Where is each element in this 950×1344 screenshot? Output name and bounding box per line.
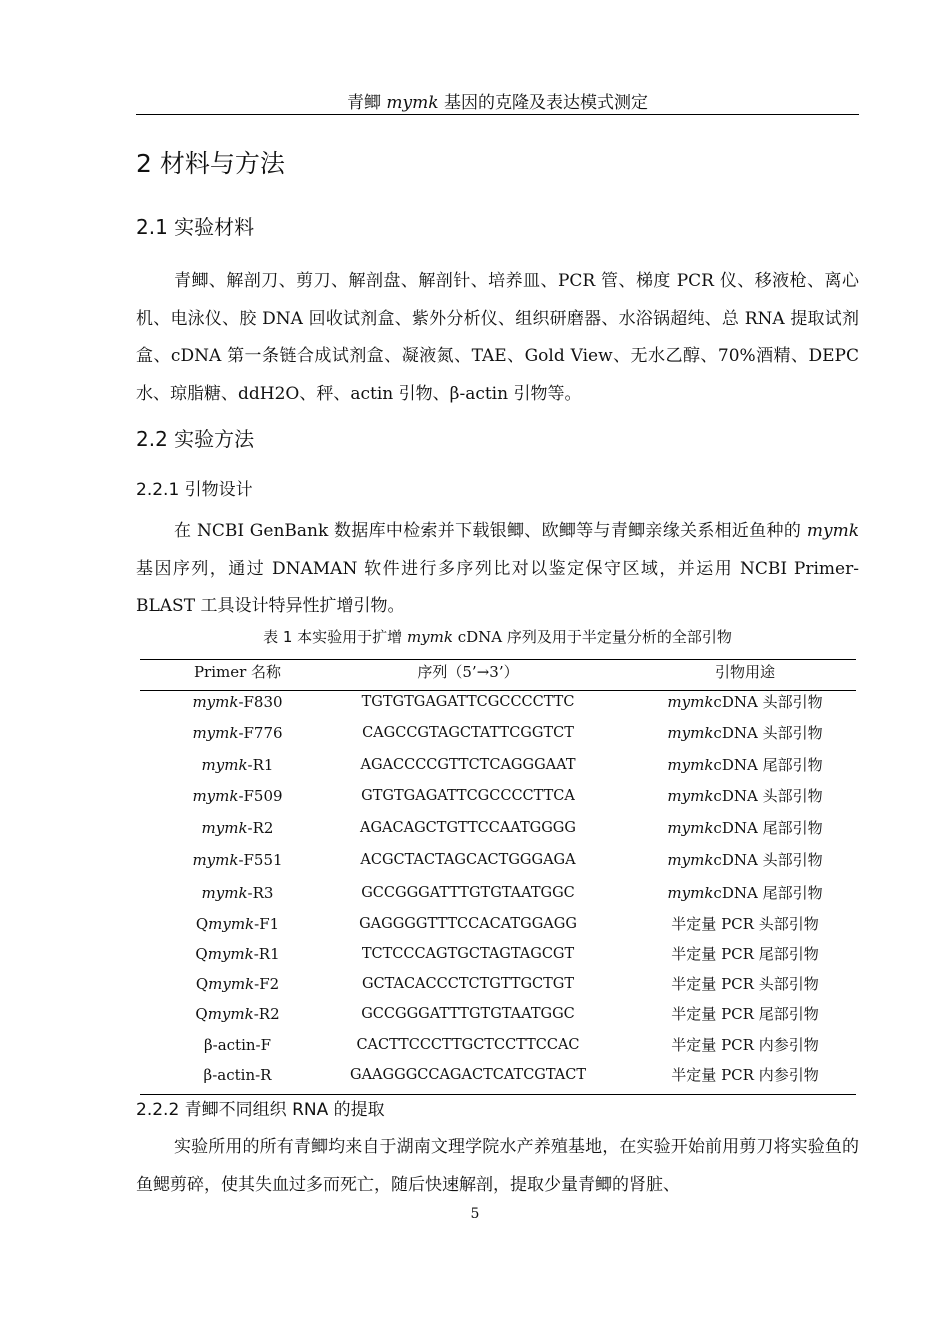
primer-name-gene: mymk: [192, 693, 239, 711]
primer-name-cell: [140, 1035, 335, 1055]
primer-sequence-cell: AGACAGCTGTTCCAATGGGG: [360, 820, 576, 836]
primer-design-heading: 2.2.1 引物设计: [136, 480, 253, 500]
section-title: 2 材料与方法: [136, 149, 285, 178]
primer-use-gene: mymk: [667, 724, 714, 742]
primer-design-text-a: 在 NCBI GenBank 数据库中检索并下载银鲫、欧鲫等与青鲫亲缘关系相近鱼种的: [174, 521, 807, 541]
primer-name-prefix: Q: [195, 1005, 208, 1023]
primer-use-cell: [620, 883, 870, 903]
primer-name-gene: mymk: [201, 756, 248, 774]
primer-use-text: cDNA 头部引物: [713, 693, 823, 711]
primer-sequence-cell: GCCGGGATTTGTGTAATGGC: [361, 1006, 575, 1022]
primer-name-cell: [140, 914, 335, 934]
primer-name-suffix: -R2: [247, 819, 274, 837]
primer-use-gene: mymk: [667, 884, 714, 902]
primer-name-suffix: -F2: [254, 975, 280, 993]
primer-name-cell: [140, 692, 335, 712]
primer-name-cell: [140, 818, 335, 838]
primer-sequence-cell: AGACCCCGTTCTCAGGGAAT: [360, 757, 576, 773]
primer-sequence-cell: GCTACACCCTCTGTTGCTGT: [361, 976, 575, 992]
primer-sequence-cell: GCCGGGATTTGTGTAATGGC: [361, 885, 575, 901]
table-caption-prefix: 表 1 本实验用于扩增: [263, 628, 407, 646]
primer-use-text: cDNA 头部引物: [713, 851, 823, 869]
primer-use-gene: mymk: [667, 693, 714, 711]
primer-name-prefix: β-actin-F: [203, 1036, 272, 1054]
primer-use-text: cDNA 尾部引物: [713, 756, 823, 774]
primer-name-suffix: -F776: [238, 724, 283, 742]
primer-name-suffix: -R2: [253, 1005, 280, 1023]
primer-name-suffix: -R1: [253, 945, 280, 963]
primer-name-cell: [140, 1004, 335, 1024]
primer-name-suffix: -F1: [254, 915, 280, 933]
primer-sequence-cell: CAGCCGTAGCTATTCGGTCT: [362, 725, 574, 741]
primer-name-cell: [140, 723, 335, 743]
primer-name-gene: mymk: [208, 915, 255, 933]
primer-use-text: cDNA 头部引物: [713, 787, 823, 805]
rna-extraction-paragraph: 实验所用的所有青鲫均来自于湖南文理学院水产养殖基地，在实验开始前用剪刀将实验鱼的鱼鳃剪碎，使其失血过多而死亡，随后快速解剖，提取少量青鲫的肾脏、: [136, 1137, 859, 1195]
methods-heading: 2.2 实验方法: [136, 427, 255, 451]
primer-use-cell: [620, 692, 870, 712]
primer-name-suffix: -R3: [247, 884, 274, 902]
primer-name-suffix: -F830: [238, 693, 283, 711]
primer-use-cell: [620, 786, 870, 806]
primer-name-prefix: Q: [195, 915, 209, 933]
primer-name-gene: mymk: [201, 884, 248, 902]
table-caption-gene: mymk: [406, 628, 453, 646]
primer-sequence-cell: GAAGGGCCAGACTCATCGTACT: [350, 1067, 586, 1083]
primer-use-cell: [620, 914, 870, 934]
primer-name-cell: [140, 883, 335, 903]
table-top-rule: [140, 659, 856, 660]
table-bottom-rule: [140, 1094, 856, 1095]
primer-use-gene: mymk: [667, 787, 714, 805]
primer-design-text-b: 基因序列，通过 DNAMAN 软件进行多序列比对以鉴定保守区域，并运用 NCBI Primer-BLAST 工具设计特异性扩增引物。: [136, 558, 859, 616]
primer-name-cell: [140, 755, 335, 775]
primer-sequence-cell: TCTCCCAGTGCTAGTAGCGT: [361, 946, 575, 962]
primer-name-gene: mymk: [207, 1005, 254, 1023]
primer-use-text: 半定量 PCR 尾部引物: [671, 1005, 819, 1023]
primer-name-prefix: Q: [195, 945, 208, 963]
primer-name-cell: [140, 786, 335, 806]
primer-name-gene: mymk: [207, 945, 254, 963]
primer-use-gene: mymk: [667, 756, 714, 774]
table-header-name: Primer 名称: [193, 663, 282, 681]
primer-name-suffix: -R1: [247, 756, 274, 774]
primer-use-text: cDNA 头部引物: [713, 724, 823, 742]
header-gene-name: mymk: [386, 93, 439, 113]
primer-name-gene: mymk: [208, 975, 255, 993]
primer-use-text: cDNA 尾部引物: [713, 819, 823, 837]
primer-sequence-cell: GTGTGAGATTCGCCCCTTCA: [361, 788, 575, 804]
primer-name-gene: mymk: [192, 787, 239, 805]
primer-use-cell: [620, 1035, 870, 1055]
primer-name-prefix: β-actin-R: [203, 1066, 272, 1084]
primer-design-gene: mymk: [806, 521, 859, 541]
primer-design-paragraph: [136, 513, 859, 626]
primer-use-gene: mymk: [667, 819, 714, 837]
primer-name-cell: [140, 944, 335, 964]
table-caption-suffix: 序列及用于半定量分析的全部引物: [506, 628, 732, 646]
primer-use-cell: [620, 1004, 870, 1024]
primer-use-text: 半定量 PCR 内参引物: [671, 1066, 819, 1084]
primer-use-cell: [620, 755, 870, 775]
primer-use-cell: [620, 850, 870, 870]
primer-name-cell: [140, 974, 335, 994]
table-header-use: 引物用途: [714, 663, 775, 681]
page-number: 5: [470, 1206, 480, 1222]
table-header-sequence: 序列（5’→3’）: [417, 663, 519, 681]
primer-use-cell: [620, 1065, 870, 1085]
table-caption-cdna: cDNA: [452, 628, 507, 646]
primer-use-text: 半定量 PCR 尾部引物: [671, 945, 819, 963]
primer-sequence-cell: TGTGTGAGATTCGCCCCTTC: [361, 694, 575, 710]
primer-use-text: 半定量 PCR 内参引物: [671, 1036, 819, 1054]
table-header-rule: [140, 690, 856, 691]
primer-name-suffix: -F551: [238, 851, 283, 869]
primer-name-cell: [140, 850, 335, 870]
materials-heading: 2.1 实验材料: [136, 215, 255, 239]
primer-use-cell: [620, 723, 870, 743]
primer-use-cell: [620, 974, 870, 994]
primer-name-prefix: Q: [195, 975, 209, 993]
header-rule: [136, 114, 859, 115]
rna-extraction-heading: 2.2.2 青鲫不同组织 RNA 的提取: [136, 1100, 385, 1120]
primer-sequence-cell: GAGGGGTTTCCACATGGAGG: [359, 916, 577, 932]
primer-sequence-cell: CACTTCCCTTGCTCCTTCCAC: [356, 1037, 580, 1053]
primer-use-cell: [620, 944, 870, 964]
primer-name-suffix: -F509: [238, 787, 283, 805]
primer-name-gene: mymk: [201, 819, 248, 837]
header-suffix: 基因的克隆及表达模式测定: [438, 93, 648, 113]
primer-use-gene: mymk: [667, 851, 714, 869]
table-caption: [136, 626, 859, 648]
materials-paragraph: 青鲫、解剖刀、剪刀、解剖盘、解剖针、培养皿、PCR 管、梯度 PCR 仪、移液枪、离心机、电泳仪、胶 DNA 回收试剂盒、紫外分析仪、组织研磨器、水浴锅超纯、总 RNA 提取试剂盒、cDNA 第一条链合成试剂盒、凝液氮、TAE、Gold View、无水乙醇、70%酒精、DEPC 水、琼脂糖、ddH2O、秤、actin 引物、β-actin 引物等。: [136, 271, 859, 404]
header-prefix: 青鲫: [347, 93, 387, 113]
primer-use-cell: [620, 818, 870, 838]
primer-sequence-cell: ACGCTACTAGCACTGGGAGA: [360, 852, 576, 868]
primer-name-gene: mymk: [192, 851, 239, 869]
primer-name-gene: mymk: [192, 724, 239, 742]
primer-use-text: 半定量 PCR 头部引物: [671, 975, 819, 993]
primer-use-text: 半定量 PCR 头部引物: [671, 915, 819, 933]
primer-name-cell: [140, 1065, 335, 1085]
primer-use-text: cDNA 尾部引物: [713, 884, 823, 902]
running-header: [136, 92, 859, 114]
